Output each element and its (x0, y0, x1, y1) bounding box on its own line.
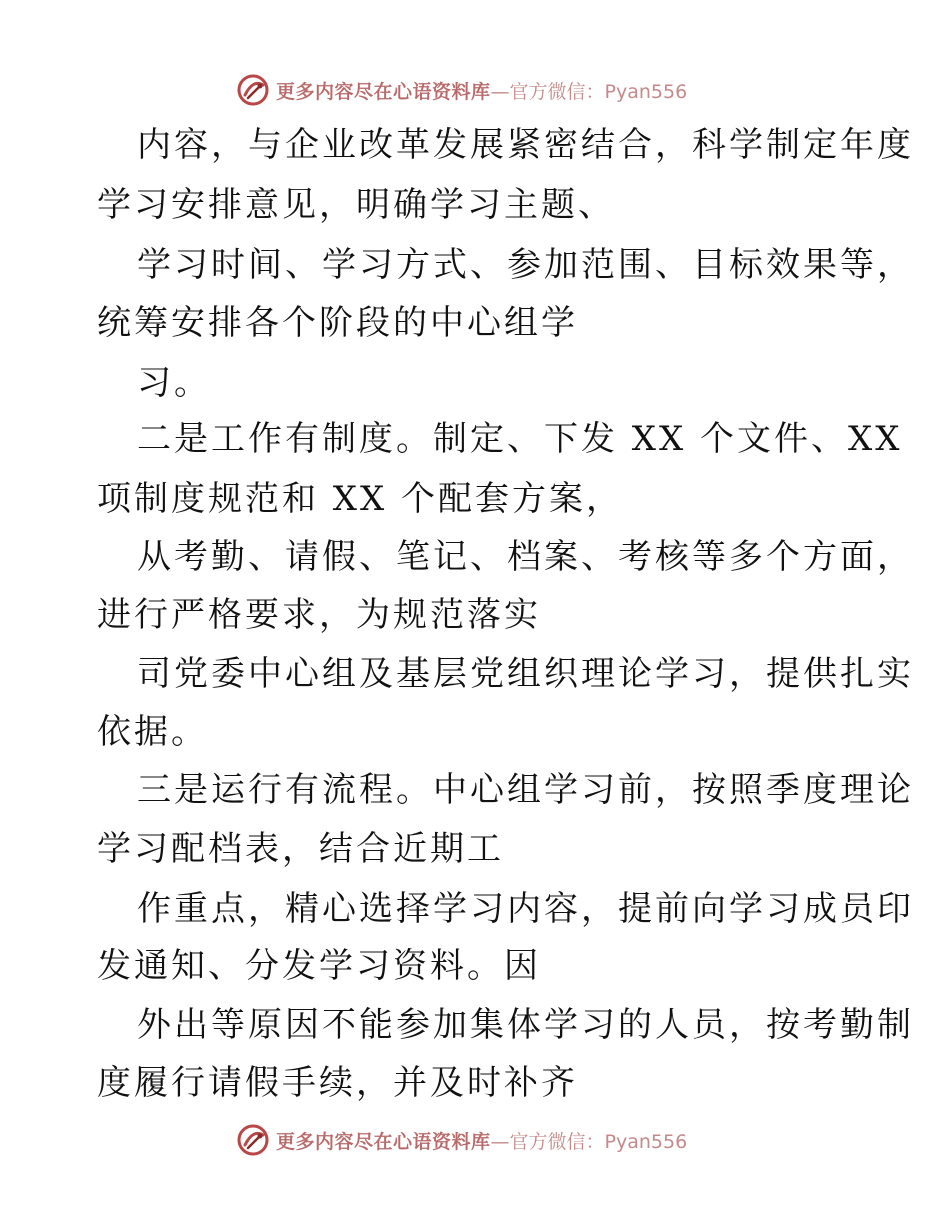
text-line: 外出等原因不能参加集体学习的人员，按考勤制 (137, 1005, 914, 1045)
text-line: 学习时间、学习方式、参加范围、目标效果等， (137, 245, 914, 285)
text-line: 统筹安排各个阶段的中心组学 (97, 303, 578, 343)
watermark-main-text: 更多内容尽在心语资料库 (276, 1130, 491, 1153)
text-line: 发通知、分发学习资料。因 (97, 946, 541, 986)
text-line: 依据。 (97, 712, 208, 752)
text-line: 司党委中心组及基层党组织理论学习，提供扎实 (137, 654, 914, 694)
text-line: 作重点，精心选择学习内容，提前向学习成员印 (137, 889, 914, 929)
text-line: 从考勤、请假、笔记、档案、考核等多个方面， (137, 537, 914, 577)
text-line: 项制度规范和 XX 个配套方案， (97, 479, 624, 519)
text-line: 学习配档表，结合近期工 (97, 829, 504, 869)
logo-icon (236, 1123, 270, 1157)
text-line: 习。 (137, 363, 211, 403)
text-line: 进行严格要求，为规范落实 (97, 595, 541, 635)
watermark-footer (236, 1122, 796, 1158)
watermark-header (236, 72, 796, 108)
watermark-sub-text: —官方微信：Pyan556 (490, 80, 688, 103)
text-line: 度履行请假手续，并及时补齐 (97, 1063, 578, 1103)
text-line: 内容，与企业改革发展紧密结合，科学制定年度 (137, 125, 914, 165)
text-line: 二是工作有制度。制定、下发 XX 个文件、XX (137, 419, 903, 459)
text-line: 三是运行有流程。中心组学习前，按照季度理论 (137, 770, 914, 810)
text-line: 学习安排意见，明确学习主题、 (97, 185, 615, 225)
watermark-main-text: 更多内容尽在心语资料库 (276, 80, 491, 103)
logo-icon (236, 73, 270, 107)
watermark-sub-text: —官方微信：Pyan556 (490, 1130, 688, 1153)
